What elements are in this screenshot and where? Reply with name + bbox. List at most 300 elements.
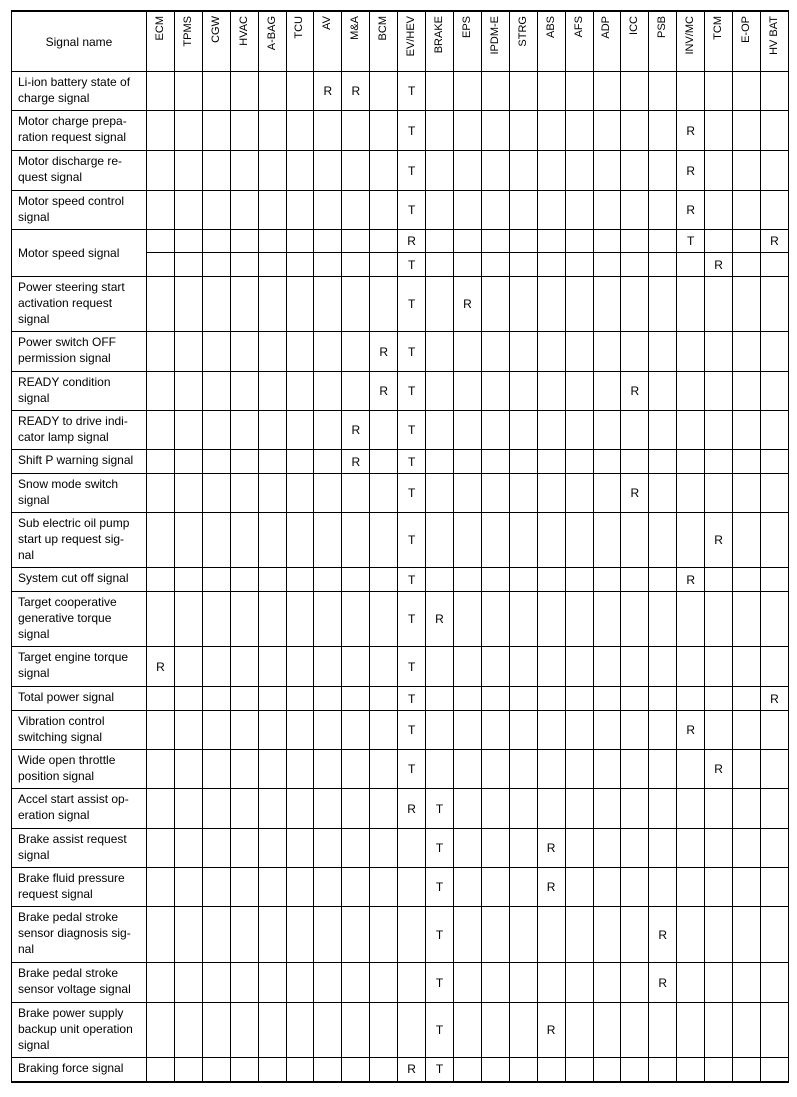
signal-name-line: signal <box>18 210 50 224</box>
signal-role-cell <box>453 253 481 277</box>
signal-name-cell <box>12 963 147 1003</box>
signal-role-cell <box>174 253 202 277</box>
signal-role-cell <box>537 450 565 474</box>
signal-role-cell <box>677 750 705 789</box>
signal-role-cell <box>537 372 565 411</box>
signal-role-cell <box>537 151 565 191</box>
signal-role-cell <box>202 647 230 687</box>
signal-role-cell <box>342 868 370 907</box>
signal-role-cell <box>677 72 705 111</box>
signal-name-line: Shift P warning signal <box>18 453 134 467</box>
signal-role-cell: T <box>426 789 454 829</box>
signal-role-cell <box>174 647 202 687</box>
signal-role-cell: T <box>398 592 426 647</box>
signal-role-cell <box>202 711 230 750</box>
signal-role-cell <box>426 513 454 568</box>
column-label: A-BAG <box>265 16 278 51</box>
signal-role-cell <box>509 411 537 450</box>
signal-role-cell <box>147 230 175 253</box>
signal-role-cell: R <box>677 191 705 230</box>
signal-role-cell <box>621 963 649 1003</box>
signal-role-cell <box>509 568 537 592</box>
signal-role-cell <box>481 513 509 568</box>
signal-role-cell <box>509 230 537 253</box>
signal-role-cell <box>258 829 286 868</box>
signal-role-cell <box>593 411 621 450</box>
signal-role-cell <box>453 151 481 191</box>
signal-role-cell <box>202 230 230 253</box>
signal-role-cell <box>760 1058 788 1082</box>
signal-role-cell <box>733 411 761 450</box>
column-label: EV/HEV <box>405 16 418 57</box>
signal-role-cell <box>426 111 454 151</box>
signal-role-cell <box>481 372 509 411</box>
signal-role-cell <box>342 230 370 253</box>
signal-role-cell <box>174 687 202 711</box>
signal-name-line: signal <box>18 391 50 405</box>
signal-role-cell <box>258 111 286 151</box>
signal-role-cell <box>286 332 314 372</box>
signal-role-cell <box>286 411 314 450</box>
signal-role-cell <box>147 277 175 332</box>
signal-role-cell: R <box>147 647 175 687</box>
signal-role-cell <box>649 253 677 277</box>
signal-role-cell <box>426 191 454 230</box>
signal-role-cell: R <box>677 111 705 151</box>
column-label: AFS <box>572 16 585 38</box>
signal-role-cell <box>649 513 677 568</box>
signal-role-cell <box>509 829 537 868</box>
column-header <box>677 11 705 72</box>
signal-role-cell <box>593 1058 621 1082</box>
signal-role-cell <box>453 789 481 829</box>
signal-role-cell: R <box>677 151 705 191</box>
signal-role-cell <box>509 253 537 277</box>
signal-role-cell <box>621 789 649 829</box>
signal-role-cell <box>760 450 788 474</box>
signal-role-cell <box>314 111 342 151</box>
column-label: AV <box>321 16 334 30</box>
signal-role-cell <box>565 789 593 829</box>
signal-role-cell <box>565 332 593 372</box>
signal-table <box>11 10 789 1083</box>
signal-name-line: ration request signal <box>18 130 127 144</box>
signal-role-cell <box>370 513 398 568</box>
signal-role-cell <box>760 513 788 568</box>
table-row <box>12 151 789 191</box>
signal-role-cell <box>760 253 788 277</box>
signal-role-cell <box>677 829 705 868</box>
signal-role-cell <box>314 829 342 868</box>
signal-name-line: Braking force signal <box>18 1061 124 1075</box>
signal-role-cell <box>342 647 370 687</box>
signal-role-cell <box>565 750 593 789</box>
signal-role-cell <box>426 332 454 372</box>
signal-role-cell <box>509 151 537 191</box>
signal-role-cell <box>733 868 761 907</box>
signal-role-cell: T <box>398 750 426 789</box>
signal-role-cell <box>593 191 621 230</box>
signal-role-cell <box>258 963 286 1003</box>
signal-role-cell <box>230 750 258 789</box>
signal-name-cell <box>12 372 147 411</box>
signal-role-cell <box>649 191 677 230</box>
signal-role-cell: T <box>398 72 426 111</box>
signal-role-cell <box>509 1003 537 1058</box>
signal-role-cell <box>481 411 509 450</box>
table-row <box>12 191 789 230</box>
table-row <box>12 450 789 474</box>
signal-name-line: Target engine torque <box>18 650 129 664</box>
signal-role-cell <box>733 513 761 568</box>
signal-role-cell <box>370 750 398 789</box>
signal-role-cell <box>453 513 481 568</box>
signal-role-cell <box>509 277 537 332</box>
signal-role-cell <box>286 474 314 513</box>
signal-role-cell <box>677 647 705 687</box>
signal-role-cell: T <box>398 687 426 711</box>
signal-role-cell <box>677 1003 705 1058</box>
signal-role-cell <box>705 568 733 592</box>
column-label: TCM <box>712 16 725 40</box>
signal-role-cell <box>705 372 733 411</box>
column-label: HVAC <box>237 16 250 46</box>
signal-role-cell <box>593 230 621 253</box>
signal-role-cell <box>230 1003 258 1058</box>
signal-role-cell <box>537 789 565 829</box>
signal-name-cell <box>12 711 147 750</box>
signal-role-cell <box>453 711 481 750</box>
signal-role-cell <box>481 829 509 868</box>
signal-role-cell <box>593 907 621 963</box>
signal-role-cell <box>760 868 788 907</box>
signal-role-cell <box>258 750 286 789</box>
signal-role-cell <box>258 372 286 411</box>
signal-role-cell <box>453 474 481 513</box>
signal-role-cell <box>481 687 509 711</box>
signal-role-cell <box>733 474 761 513</box>
signal-role-cell <box>342 111 370 151</box>
signal-role-cell <box>314 1058 342 1082</box>
signal-name-cell <box>12 647 147 687</box>
signal-role-cell <box>426 230 454 253</box>
signal-role-cell <box>481 907 509 963</box>
signal-role-cell <box>621 568 649 592</box>
signal-name-line: sensor diagnosis sig- <box>18 926 131 940</box>
column-label: BCM <box>377 16 390 41</box>
signal-role-cell <box>314 474 342 513</box>
signal-role-cell <box>537 253 565 277</box>
signal-role-cell <box>286 789 314 829</box>
column-header <box>733 11 761 72</box>
signal-role-cell <box>342 1003 370 1058</box>
signal-role-cell <box>537 687 565 711</box>
signal-role-cell <box>202 191 230 230</box>
signal-role-cell <box>481 72 509 111</box>
signal-role-cell <box>174 868 202 907</box>
signal-role-cell <box>537 907 565 963</box>
signal-role-cell <box>426 253 454 277</box>
signal-role-cell <box>147 450 175 474</box>
signal-role-cell <box>314 789 342 829</box>
signal-role-cell <box>509 687 537 711</box>
signal-role-cell <box>286 513 314 568</box>
signal-role-cell <box>342 513 370 568</box>
signal-role-cell <box>760 568 788 592</box>
table-row <box>12 1058 789 1082</box>
signal-role-cell <box>705 963 733 1003</box>
column-header <box>314 11 342 72</box>
signal-role-cell <box>370 191 398 230</box>
signal-name-line: signal <box>18 1038 50 1052</box>
signal-role-cell: R <box>398 1058 426 1082</box>
signal-role-cell <box>565 450 593 474</box>
signal-role-cell <box>705 687 733 711</box>
signal-role-cell <box>230 687 258 711</box>
signal-role-cell <box>258 1003 286 1058</box>
signal-role-cell <box>733 151 761 191</box>
signal-role-cell <box>174 711 202 750</box>
signal-role-cell <box>286 372 314 411</box>
signal-role-cell <box>565 151 593 191</box>
signal-role-cell <box>537 568 565 592</box>
signal-role-cell <box>705 450 733 474</box>
signal-role-cell <box>705 789 733 829</box>
signal-role-cell: R <box>537 829 565 868</box>
column-header <box>621 11 649 72</box>
signal-role-cell <box>174 72 202 111</box>
signal-role-cell: T <box>398 277 426 332</box>
signal-role-cell <box>593 687 621 711</box>
signal-role-cell <box>565 568 593 592</box>
signal-role-cell: T <box>398 647 426 687</box>
signal-role-cell <box>370 411 398 450</box>
signal-role-cell <box>370 711 398 750</box>
column-header <box>230 11 258 72</box>
signal-role-cell <box>453 72 481 111</box>
signal-role-cell <box>481 868 509 907</box>
table-row <box>12 277 789 332</box>
signal-name-line: Motor discharge re- <box>18 154 123 168</box>
signal-role-cell <box>481 1003 509 1058</box>
signal-name-cell <box>12 151 147 191</box>
signal-role-cell <box>565 963 593 1003</box>
signal-role-cell <box>537 474 565 513</box>
signal-role-cell <box>147 868 175 907</box>
signal-name-line: eration signal <box>18 808 90 822</box>
signal-role-cell <box>621 253 649 277</box>
signal-role-cell <box>733 789 761 829</box>
signal-role-cell <box>677 277 705 332</box>
signal-role-cell <box>426 474 454 513</box>
signal-role-cell <box>230 372 258 411</box>
column-header <box>174 11 202 72</box>
signal-role-cell <box>286 111 314 151</box>
signal-role-cell <box>733 72 761 111</box>
signal-role-cell <box>537 750 565 789</box>
signal-role-cell <box>286 450 314 474</box>
signal-role-cell <box>621 829 649 868</box>
signal-role-cell <box>202 868 230 907</box>
signal-name-line: READY condition <box>18 375 111 389</box>
signal-role-cell <box>453 868 481 907</box>
column-header <box>565 11 593 72</box>
signal-role-cell <box>230 789 258 829</box>
column-header <box>398 11 426 72</box>
signal-role-cell: T <box>398 568 426 592</box>
signal-role-cell <box>342 592 370 647</box>
signal-role-cell <box>593 253 621 277</box>
signal-role-cell <box>649 474 677 513</box>
table-row <box>12 592 789 647</box>
signal-role-cell <box>509 868 537 907</box>
signal-role-cell <box>593 277 621 332</box>
table-row <box>12 789 789 829</box>
signal-role-cell <box>760 372 788 411</box>
signal-role-cell: R <box>705 750 733 789</box>
signal-role-cell <box>621 411 649 450</box>
signal-role-cell <box>733 568 761 592</box>
signal-role-cell <box>314 1003 342 1058</box>
signal-role-cell: R <box>314 72 342 111</box>
signal-role-cell <box>370 277 398 332</box>
signal-role-cell <box>509 750 537 789</box>
table-row <box>12 750 789 789</box>
signal-name-cell <box>12 829 147 868</box>
signal-role-cell <box>565 191 593 230</box>
signal-role-cell <box>258 687 286 711</box>
signal-role-cell <box>537 111 565 151</box>
signal-role-cell <box>426 450 454 474</box>
signal-role-cell <box>649 789 677 829</box>
signal-name-line: generative torque <box>18 611 112 625</box>
signal-name-line: Brake fluid pressure <box>18 871 125 885</box>
signal-role-cell <box>537 72 565 111</box>
signal-role-cell <box>649 72 677 111</box>
column-header <box>258 11 286 72</box>
signal-role-cell <box>147 711 175 750</box>
signal-role-cell <box>481 963 509 1003</box>
signal-role-cell <box>593 568 621 592</box>
signal-role-cell <box>202 829 230 868</box>
signal-role-cell <box>760 963 788 1003</box>
signal-role-cell <box>733 750 761 789</box>
signal-role-cell <box>202 253 230 277</box>
signal-role-cell <box>565 230 593 253</box>
signal-name-line: nal <box>18 548 35 562</box>
signal-role-cell <box>147 111 175 151</box>
signal-role-cell <box>733 450 761 474</box>
signal-role-cell <box>174 568 202 592</box>
column-label: HV BAT <box>767 16 780 55</box>
signal-role-cell <box>677 332 705 372</box>
signal-role-cell <box>426 372 454 411</box>
signal-role-cell <box>453 111 481 151</box>
signal-role-cell <box>760 592 788 647</box>
signal-role-cell <box>481 711 509 750</box>
signal-role-cell <box>481 253 509 277</box>
signal-role-cell <box>705 191 733 230</box>
signal-role-cell <box>677 963 705 1003</box>
table-row <box>12 111 789 151</box>
signal-name-line: Brake power supply <box>18 1006 124 1020</box>
signal-role-cell <box>147 1003 175 1058</box>
signal-name-line: switching signal <box>18 730 103 744</box>
signal-role-cell <box>147 789 175 829</box>
signal-role-cell: R <box>621 474 649 513</box>
signal-role-cell <box>593 789 621 829</box>
column-label: INV/MC <box>684 16 697 55</box>
signal-role-cell <box>202 1058 230 1082</box>
table-row <box>12 829 789 868</box>
signal-role-cell <box>509 647 537 687</box>
signal-role-cell <box>314 151 342 191</box>
signal-name-line: activation request <box>18 296 113 310</box>
signal-role-cell <box>733 829 761 868</box>
signal-role-cell <box>314 647 342 687</box>
signal-role-cell <box>509 1058 537 1082</box>
signal-role-cell <box>705 711 733 750</box>
signal-role-cell <box>202 474 230 513</box>
signal-role-cell <box>314 568 342 592</box>
signal-role-cell <box>370 907 398 963</box>
signal-role-cell <box>147 963 175 1003</box>
signal-role-cell <box>537 277 565 332</box>
signal-role-cell <box>481 568 509 592</box>
signal-role-cell <box>733 711 761 750</box>
signal-role-cell <box>314 907 342 963</box>
signal-role-cell <box>453 647 481 687</box>
signal-role-cell <box>370 111 398 151</box>
signal-role-cell <box>509 711 537 750</box>
signal-name-cell <box>12 789 147 829</box>
signal-role-cell <box>593 332 621 372</box>
signal-role-cell: R <box>398 230 426 253</box>
signal-role-cell <box>481 191 509 230</box>
signal-name-cell <box>12 72 147 111</box>
signal-role-cell <box>342 151 370 191</box>
signal-role-cell <box>509 372 537 411</box>
column-label: CGW <box>209 16 222 43</box>
signal-role-cell <box>565 711 593 750</box>
signal-role-cell <box>733 111 761 151</box>
signal-role-cell: T <box>398 151 426 191</box>
signal-role-cell <box>760 711 788 750</box>
signal-role-cell <box>258 513 286 568</box>
signal-role-cell <box>342 474 370 513</box>
signal-role-cell <box>174 907 202 963</box>
signal-role-cell <box>147 907 175 963</box>
signal-role-cell <box>593 372 621 411</box>
column-label: IPDM-E <box>488 16 501 55</box>
signal-role-cell <box>174 829 202 868</box>
column-header <box>649 11 677 72</box>
signal-role-cell <box>453 230 481 253</box>
signal-role-cell <box>453 568 481 592</box>
signal-name-cell <box>12 592 147 647</box>
signal-role-cell <box>286 253 314 277</box>
signal-name-line: signal <box>18 312 50 326</box>
signal-role-cell <box>314 277 342 332</box>
signal-role-cell <box>733 372 761 411</box>
signal-role-cell <box>258 230 286 253</box>
signal-role-cell <box>677 474 705 513</box>
signal-role-cell <box>537 963 565 1003</box>
signal-role-cell <box>705 1003 733 1058</box>
signal-role-cell <box>649 687 677 711</box>
signal-role-cell <box>230 191 258 230</box>
signal-role-cell <box>174 191 202 230</box>
